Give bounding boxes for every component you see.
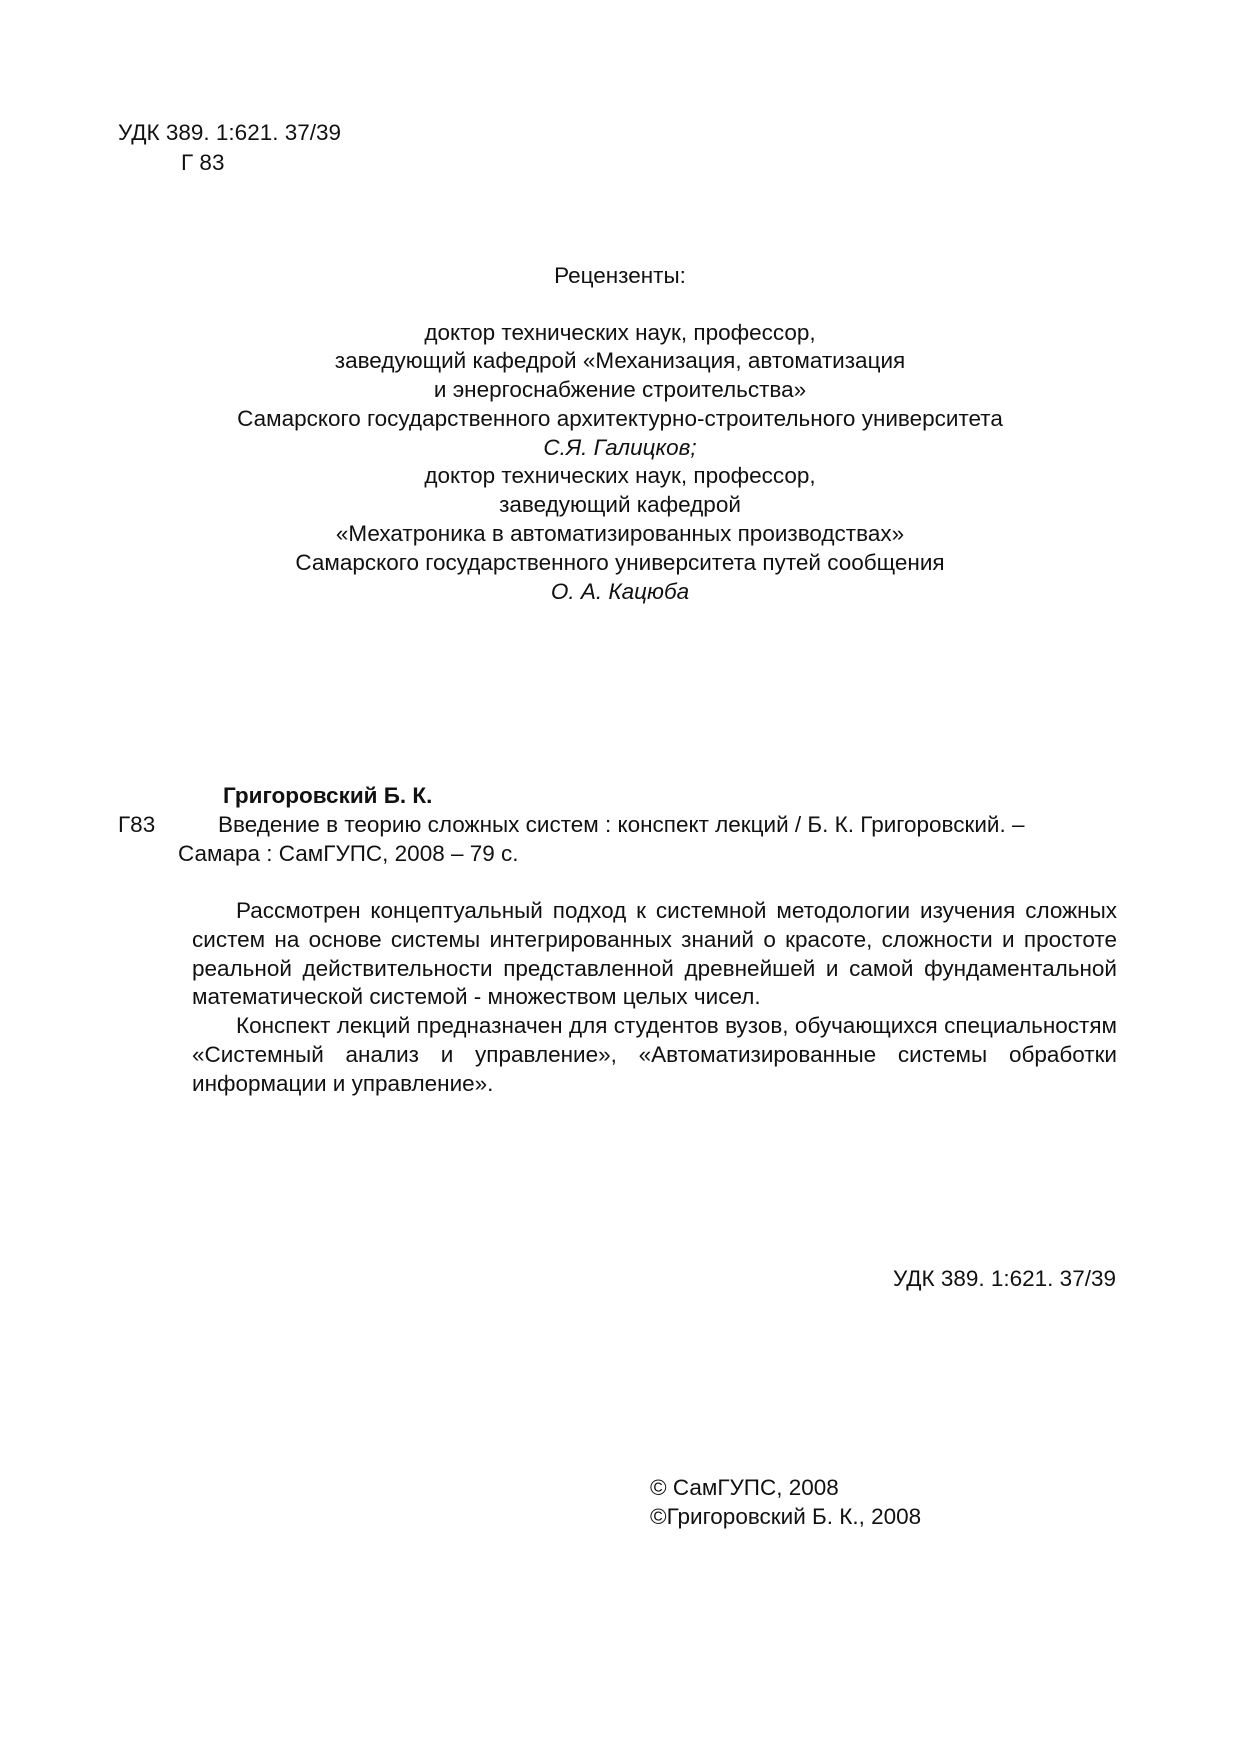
bibliographic-imprint-line: Самара : СамГУПС, 2008 – 79 с. [178,841,519,866]
abstract-paragraph: Конспект лекций предназначен для студентов вузов, обучающихся специальностям «Системный анализ и управление», «Автоматизированные системы обработки информации и управление». [192,1013,1117,1096]
reviewers-list [150,319,1090,607]
reviewer-line: Самарского государственного архитектурно-строительного университета [237,405,1003,431]
reviewer-line: доктор технических наук, профессор, [424,319,816,345]
abstract-section [192,897,1117,1099]
udk-footer: УДК 389. 1:621. 37/39 [892,1266,1116,1291]
reviewer-line: «Мехатроника в автоматизированных производствах» [335,521,905,547]
reviewer-line: Самарского государственного университета путей сообщения [295,549,945,575]
reviewer-line: заведующий кафедрой [499,492,741,518]
reviewer-name: О. А. Кацюба [550,578,690,604]
reviewer-name: С.Я. Галицков; [543,434,697,460]
author-heading: Григоровский Б. К. [223,783,433,808]
reviewers-title: Рецензенты: [554,263,686,288]
reviewer-line: заведующий кафедрой «Механизация, автоматизация [334,348,906,374]
udk-header: УДК 389. 1:621. 37/39 [118,120,342,145]
copyright-author: ©Григоровский Б. К., 2008 [650,1504,922,1529]
reviewers-section [150,265,1090,606]
catalog-code: Г83 [118,812,156,837]
copyright-organization: © СамГУПС, 2008 [650,1475,839,1500]
reviewer-line: доктор технических наук, профессор, [424,463,816,489]
abstract-paragraph: Рассмотрен концептуальный подход к системной методологии изучения сложных систем на основе системы интегрированных знаний о красоте, сложности и простоте реальной действительности представленной древнейшей и самой фундаментальной математической системой - множеством целых чисел. [192,898,1117,1010]
bibliographic-title-line: Введение в теорию сложных систем : конспект лекций / Б. К. Григоровский. – [218,812,1025,837]
index-header: Г 83 [181,150,225,175]
reviewer-line: и энергоснабжение строительства» [433,377,807,403]
